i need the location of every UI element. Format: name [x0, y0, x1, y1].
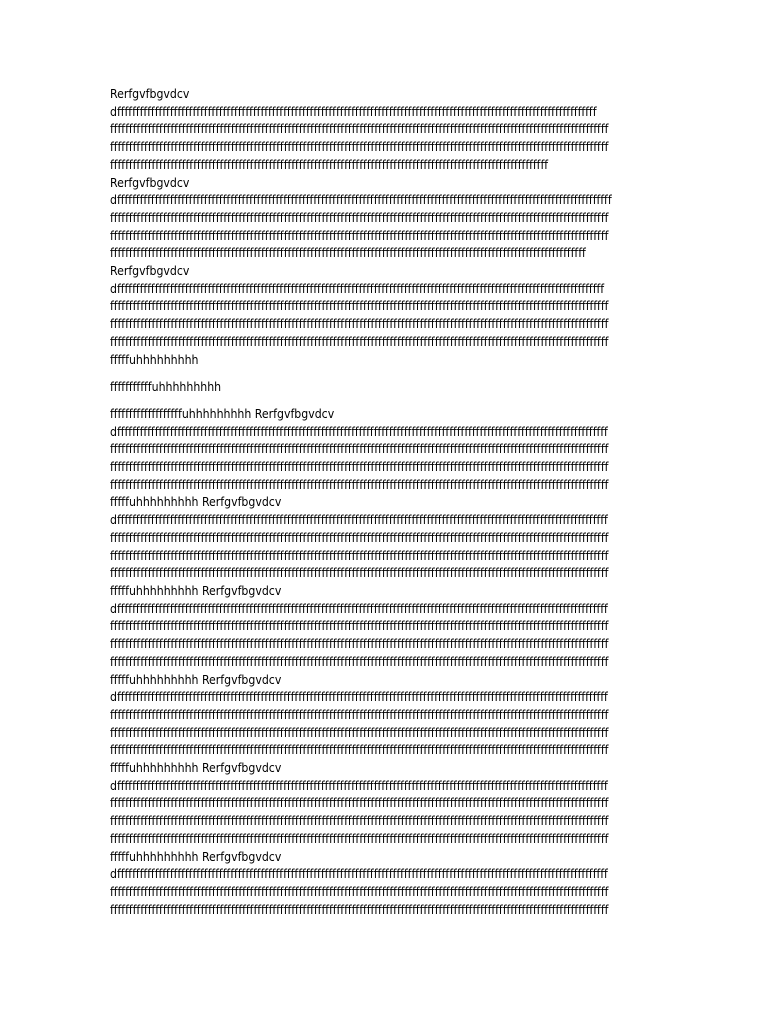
document-body: [110, 86, 658, 919]
paragraph-3: fffffffffffffffffffuhhhhhhhhh Rerfgvfbgvdcv dffffffffffffffffffffffffffffffffffffffffffffffffffffffffffffffffffffffffffffffffffffffffffffffffffffffffffffffffffffffffffffffffff ffffffffffffffffffffffffffffffffffffffffffffffffffffffffffffffffffffffffffffffffffffffffffffffffffffffffffffffffffffffffffffffffffff ffffffffffffffffffffffffffffffffffffffffffffffffffffffffffffffffffffffffffffffffffffffffffffffffffffffffffffffffffffffffffffffffffff ffffffffffffffffffffffffffffffffffffffffffffffffffffffffffffffffffffffffffffffffffffffffffffffffffffffffffffffffffffffffffffffffffff fffffuhhhhhhhhh Rerfgvfbgvdcv dffffffffffffffffffffffffffffffffffffffffffffffffffffffffffffffffffffffffffffffffffffffffffffffffffffffffffffffffffffffffffffffffff ffffffffffffffffffffffffffffffffffffffffffffffffffffffffffffffffffffffffffffffffffffffffffffffffffffffffffffffffffffffffffffffffffff ffffffffffffffffffffffffffffffffffffffffffffffffffffffffffffffffffffffffffffffffffffffffffffffffffffffffffffffffffffffffffffffffffff ffffffffffffffffffffffffffffffffffffffffffffffffffffffffffffffffffffffffffffffffffffffffffffffffffffffffffffffffffffffffffffffffffff fffffuhhhhhhhhh Rerfgvfbgvdcv dffffffffffffffffffffffffffffffffffffffffffffffffffffffffffffffffffffffffffffffffffffffffffffffffffffffffffffffffffffffffffffffffff ffffffffffffffffffffffffffffffffffffffffffffffffffffffffffffffffffffffffffffffffffffffffffffffffffffffffffffffffffffffffffffffffffff ffffffffffffffffffffffffffffffffffffffffffffffffffffffffffffffffffffffffffffffffffffffffffffffffffffffffffffffffffffffffffffffffffff ffffffffffffffffffffffffffffffffffffffffffffffffffffffffffffffffffffffffffffffffffffffffffffffffffffffffffffffffffffffffffffffffffff fffffuhhhhhhhhh Rerfgvfbgvdcv dffffffffffffffffffffffffffffffffffffffffffffffffffffffffffffffffffffffffffffffffffffffffffffffffffffffffffffffffffffffffffffffffff ffffffffffffffffffffffffffffffffffffffffffffffffffffffffffffffffffffffffffffffffffffffffffffffffffffffffffffffffffffffffffffffffffff ffffffffffffffffffffffffffffffffffffffffffffffffffffffffffffffffffffffffffffffffffffffffffffffffffffffffffffffffffffffffffffffffffff ffffffffffffffffffffffffffffffffffffffffffffffffffffffffffffffffffffffffffffffffffffffffffffffffffffffffffffffffffffffffffffffffffff fffffuhhhhhhhhh Rerfgvfbgvdcv dffffffffffffffffffffffffffffffffffffffffffffffffffffffffffffffffffffffffffffffffffffffffffffffffffffffffffffffffffffffffffffffffff ffffffffffffffffffffffffffffffffffffffffffffffffffffffffffffffffffffffffffffffffffffffffffffffffffffffffffffffffffffffffffffffffffff ffffffffffffffffffffffffffffffffffffffffffffffffffffffffffffffffffffffffffffffffffffffffffffffffffffffffffffffffffffffffffffffffffff ffffffffffffffffffffffffffffffffffffffffffffffffffffffffffffffffffffffffffffffffffffffffffffffffffffffffffffffffffffffffffffffffffff fffffuhhhhhhhhh Rerfgvfbgvdcv dffffffffffffffffffffffffffffffffffffffffffffffffffffffffffffffffffffffffffffffffffffffffffffffffffffffffffffffffffffffffffffffffff ffffffffffffffffffffffffffffffffffffffffffffffffffffffffffffffffffffffffffffffffffffffffffffffffffffffffffffffffffffffffffffffffffff ffffffffffffffffffffffffffffffffffffffffffffffffffffffffffffffffffffffffffffffffffffffffffffffffffffffffffffffffffffffffffffffffffff: [110, 406, 609, 917]
paragraph-1: Rerfgvfbgvdcv dfffffffffffffffffffffffffffffffffffffffffffffffffffffffffffffffffffffffffffffffffffffffffffffffffffffffffffffffffffffffffffffff ffffffffffffffffffffffffffffffffffffffffffffffffffffffffffffffffffffffffffffffffffffffffffffffffffffffffffffffffffffffffffffffffffff ffffffffffffffffffffffffffffffffffffffffffffffffffffffffffffffffffffffffffffffffffffffffffffffffffffffffffffffffffffffffffffffffffff ffffffffffffffffffffffffffffffffffffffffffffffffffffffffffffffffffffffffffffffffffffffffffffffffffffffffffffffffffff Rerfgvfbgvdcv dfffffffffffffffffffffffffffffffffffffffffffffffffffffffffffffffffffffffffffffffffffffffffffffffffffffffffffffffffffffffffffffffffff ffffffffffffffffffffffffffffffffffffffffffffffffffffffffffffffffffffffffffffffffffffffffffffffffffffffffffffffffffffffffffffffffffff ffffffffffffffffffffffffffffffffffffffffffffffffffffffffffffffffffffffffffffffffffffffffffffffffffffffffffffffffffffffffffffffffffff ffffffffffffffffffffffffffffffffffffffffffffffffffffffffffffffffffffffffffffffffffffffffffffffffffffffffffffffffffffffffffffff Rerfgvfbgvdcv dfffffffffffffffffffffffffffffffffffffffffffffffffffffffffffffffffffffffffffffffffffffffffffffffffffffffffffffffffffffffffffffffff ffffffffffffffffffffffffffffffffffffffffffffffffffffffffffffffffffffffffffffffffffffffffffffffffffffffffffffffffffffffffffffffffffff ffffffffffffffffffffffffffffffffffffffffffffffffffffffffffffffffffffffffffffffffffffffffffffffffffffffffffffffffffffffffffffffffffff ffffffffffffffffffffffffffffffffffffffffffffffffffffffffffffffffffffffffffffffffffffffffffffffffffffffffffffffffffffffffffffffffffff fffffuhhhhhhhhh: [110, 87, 612, 367]
paragraph-2: fffffffffffuhhhhhhhhh: [110, 379, 222, 394]
